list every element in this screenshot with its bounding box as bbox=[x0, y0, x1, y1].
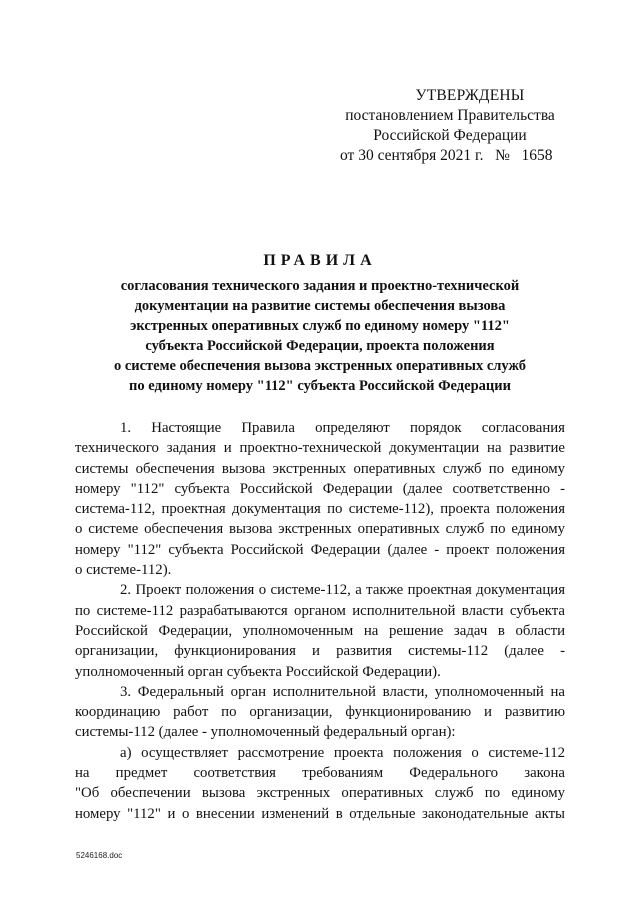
text-line: о системе-112). bbox=[75, 562, 172, 579]
document-body bbox=[75, 418, 565, 824]
approval-line-2: Российской Федерации bbox=[373, 127, 527, 144]
text-line: на предмет соответствия требованиям Федерального закона bbox=[75, 765, 565, 782]
text-line: номеру "112" субъекта Российской Федерации (далее - проект положения bbox=[75, 541, 565, 558]
text-line: системы-112 (далее - уполномоченный федеральный орган): bbox=[75, 724, 456, 741]
text-line: организации, функционирования и развития системы-112 (далее - bbox=[75, 643, 565, 660]
paragraph-1 bbox=[75, 418, 565, 580]
document-subtitle bbox=[80, 276, 560, 396]
text-line: 2. Проект положения о системе-112, а также проектная документация bbox=[120, 582, 565, 599]
paragraph-3a bbox=[75, 743, 565, 824]
text-line: номеру "112" и о внесении изменений в отдельные законодательные акты bbox=[75, 805, 565, 822]
subtitle-line: субъекта Российской Федерации, проекта положения bbox=[145, 338, 495, 354]
subtitle-line: согласования технического задания и проектно-технической bbox=[120, 278, 520, 294]
text-line: система-112, проектная документация по системе-112), проекта положения bbox=[75, 501, 565, 518]
text-line: а) осуществляет рассмотрение проекта положения о системе-112 bbox=[120, 744, 565, 761]
paragraph-2 bbox=[75, 580, 565, 681]
text-line: о системе обеспечения вызова экстренных оперативных служб по единому bbox=[75, 521, 565, 538]
text-line: координацию работ по организации, функционированию и развитию bbox=[75, 704, 565, 721]
approval-date-number: от 30 сентября 2021 г. № 1658 bbox=[340, 147, 553, 164]
subtitle-line: экстренных оперативных служб по единому номеру "112" bbox=[130, 318, 510, 334]
approval-stamp bbox=[330, 86, 570, 166]
file-reference: 5246168.doc bbox=[76, 851, 123, 860]
text-line: системы обеспечения вызова экстренных оперативных служб по единому bbox=[75, 460, 565, 477]
text-line: по системе-112 разрабатываются органом исполнительной власти субъекта bbox=[75, 602, 565, 619]
text-line: номеру "112" субъекта Российской Федерации (далее соответственно - bbox=[75, 480, 565, 497]
document-title: ПРАВИЛА bbox=[263, 252, 377, 269]
text-line: "Об обеспечении вызова экстренных оперативных служб по единому bbox=[75, 785, 565, 802]
subtitle-line: о системе обеспечения вызова экстренных оперативных служб bbox=[113, 358, 527, 374]
subtitle-line: по единому номеру "112" субъекта Российской Федерации bbox=[129, 378, 511, 394]
approval-line-1: постановлением Правительства bbox=[345, 107, 555, 124]
text-line: уполномоченный орган субъекта Российской Федерации). bbox=[75, 663, 441, 680]
text-line: 1. Настоящие Правила определяют порядок согласования bbox=[120, 420, 565, 436]
text-line: Российской Федерации, уполномоченным на решение задач в области bbox=[75, 622, 565, 639]
text-line: 3. Федеральный орган исполнительной власти, уполномоченный на bbox=[120, 683, 565, 700]
text-line: технического задания и проектно-технической документации на развитие bbox=[75, 440, 565, 457]
approval-heading: УТВЕРЖДЕНЫ bbox=[415, 87, 525, 104]
subtitle-line: документации на развитие системы обеспечения вызова bbox=[134, 298, 506, 314]
paragraph-3 bbox=[75, 682, 565, 743]
